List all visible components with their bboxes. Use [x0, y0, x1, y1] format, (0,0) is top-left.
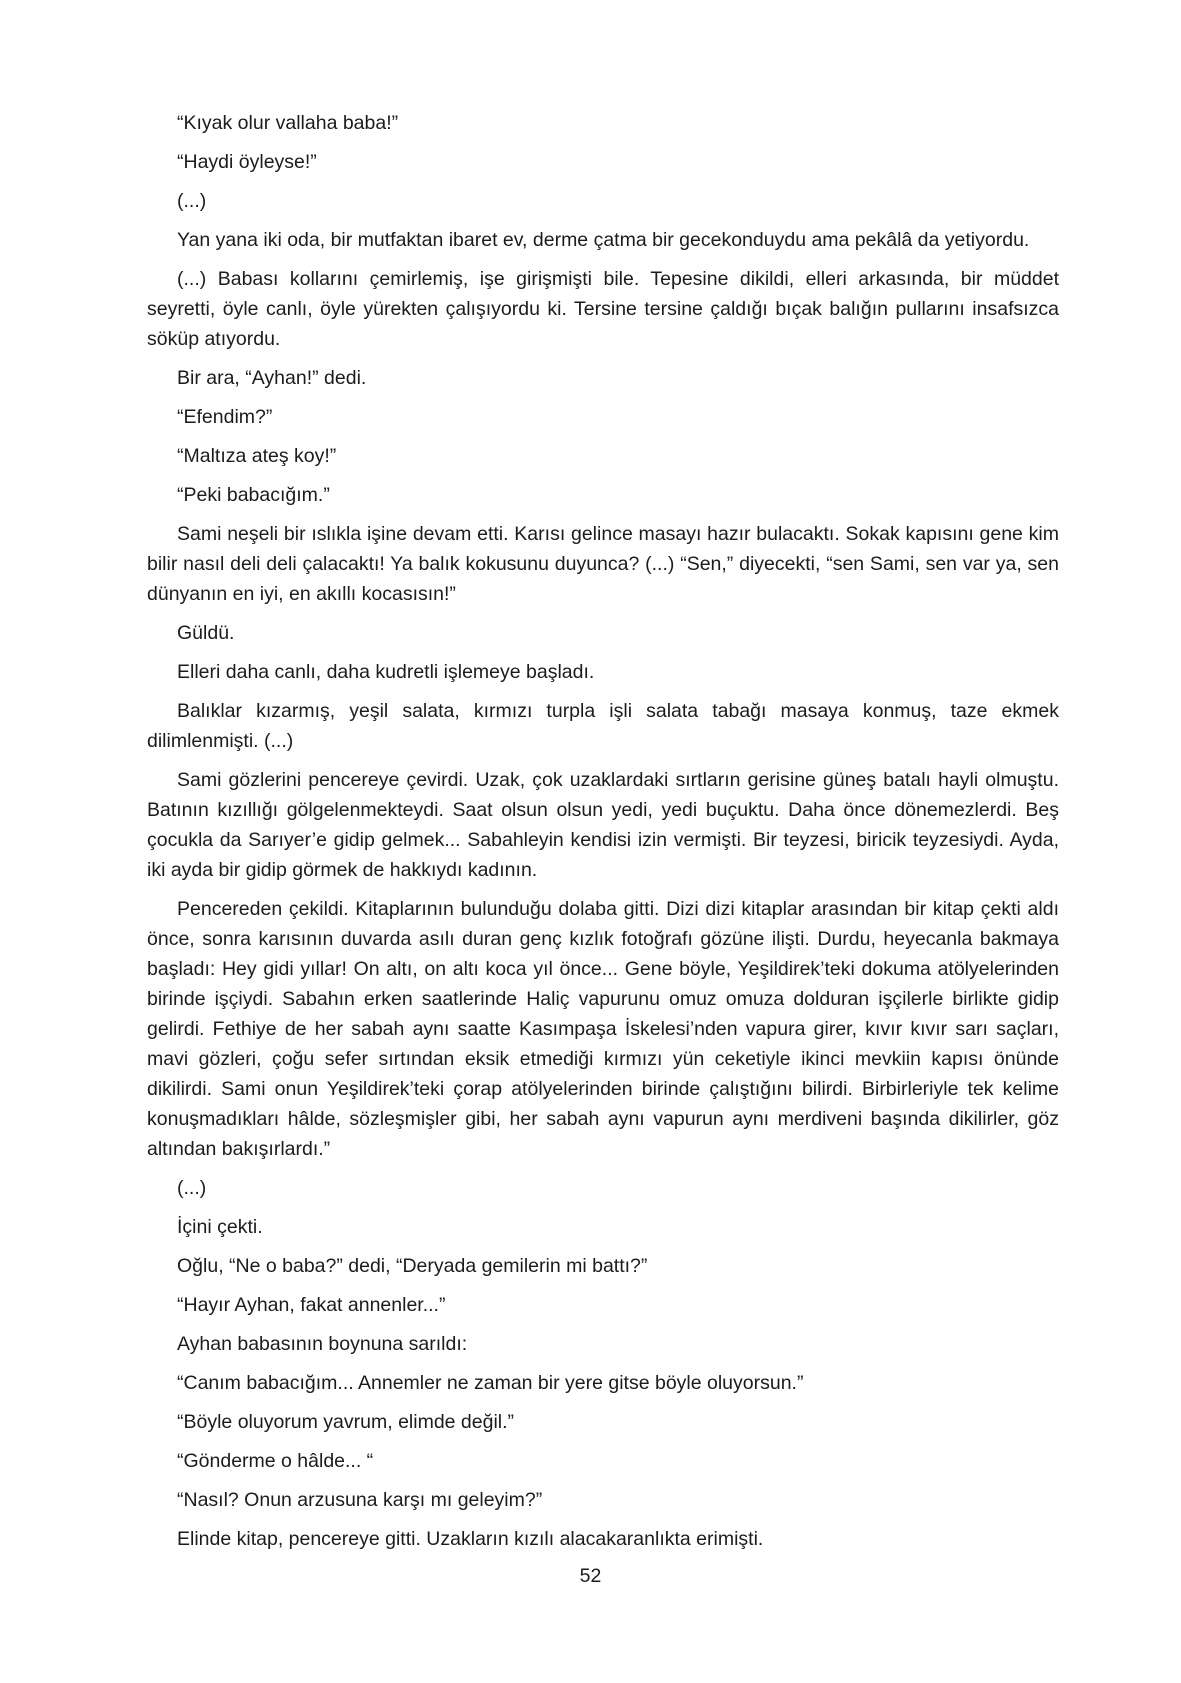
paragraph: “Efendim?”: [177, 406, 273, 428]
paragraph: Balıklar kızarmış, yeşil salata, kırmızı turpla işli salata tabağı masaya konmuş, taze ekmek dilimlenmişti. (...): [147, 700, 1059, 752]
paragraph: “Nasıl? Onun arzusuna karşı mı geleyim?”: [177, 1489, 543, 1511]
paragraph: “Gönderme o hâlde... “: [177, 1450, 374, 1472]
paragraph: Yan yana iki oda, bir mutfaktan ibaret ev, derme çatma bir gecekonduydu ama pekâlâ da yetiyordu.: [177, 229, 1030, 251]
paragraph: “Hayır Ayhan, fakat annenler...”: [177, 1294, 446, 1316]
paragraph: (...): [177, 190, 207, 212]
paragraph: “Haydi öyleyse!”: [177, 151, 317, 173]
paragraph: Elleri daha canlı, daha kudretli işlemeye başladı.: [177, 661, 595, 683]
paragraph: Güldü.: [177, 622, 235, 644]
text-body: [147, 108, 1059, 1563]
paragraph: Sami neşeli bir ıslıkla işine devam etti. Karısı gelince masayı hazır bulacaktı. Sokak kapısını gene kim bilir nasıl deli deli çalacaktı! Ya balık kokusunu duyunca? (...) “Sen,” diyecekti, “sen Sami, sen var ya, sen dünyanın en iyi, en akıllı kocasısın!”: [147, 523, 1059, 605]
paragraph: Ayhan babasının boynuna sarıldı:: [177, 1333, 468, 1355]
paragraph: Pencereden çekildi. Kitaplarının bulunduğu dolaba gitti. Dizi dizi kitaplar arasından bir kitap çekti aldı önce, sonra karısının duvarda asılı duran genç kızlık fotoğrafı gözüne ilişti. Durdu, heyecanla bakmaya başladı: Hey gidi yıllar! On altı, on altı koca yıl önce... Gene böyle, Yeşildirek’teki dokuma atölyelerinden birinde işçiydi. Sabahın erken saatlerinde Haliç vapurunu omuz omuza dolduran işçilerle birlikte gidip gelirdi. Fethiye de her sabah aynı saatte Kasımpaşa İskelesi’nden vapura girer, kıvır kıvır sarı saçları, mavi gözleri, çoğu sefer sırtından eksik etmediği kırmızı yün ceketiyle ikinci mevkiin kapısı önünde dikilirdi. Sami onun Yeşildirek’teki çorap atölyelerinden birinde çalıştığını bilirdi. Birbirleriyle tek kelime konuşmadıkları hâlde, sözleşmişler gibi, her sabah aynı vapurun aynı merdiveni başında dikilirler, göz altından bakışırlardı.”: [147, 898, 1059, 1160]
paragraph: “Canım babacığım... Annemler ne zaman bir yere gitse böyle oluyorsun.”: [177, 1372, 804, 1394]
paragraph: (...) Babası kollarını çemirlemiş, işe girişmişti bile. Tepesine dikildi, elleri arkasında, bir müddet seyretti, öyle canlı, öyle yürekten çalışıyordu ki. Tersine tersine çaldığı bıçak balığın pullarını insafsızca söküp atıyordu.: [147, 268, 1059, 350]
paragraph: Oğlu, “Ne o baba?” dedi, “Deryada gemilerin mi battı?”: [177, 1255, 648, 1277]
paragraph: (...): [177, 1177, 207, 1199]
paragraph: Elinde kitap, pencereye gitti. Uzakların kızılı alacakaranlıkta erimişti.: [177, 1528, 764, 1550]
paragraph: “Maltıza ateş koy!”: [177, 445, 337, 467]
paragraph: “Böyle oluyorum yavrum, elimde değil.”: [177, 1411, 515, 1433]
page-number: 52: [579, 1565, 602, 1587]
paragraph: Bir ara, “Ayhan!” dedi.: [177, 367, 367, 389]
paragraph: “Peki babacığım.”: [177, 484, 330, 506]
paragraph: İçini çekti.: [177, 1216, 263, 1238]
paragraph: “Kıyak olur vallaha baba!”: [177, 112, 399, 134]
paragraph: Sami gözlerini pencereye çevirdi. Uzak, çok uzaklardaki sırtların gerisine güneş batalı hayli olmuştu. Batının kızıllığı gölgelenmekteydi. Saat olsun olsun yedi, yedi buçuktu. Daha önce dönemezlerdi. Beş çocukla da Sarıyer’e gidip gelmek... Sabahleyin kendisi izin vermişti. Bir teyzesi, biricik teyzesiydi. Ayda, iki ayda bir gidip görmek de hakkıydı kadının.: [147, 769, 1059, 881]
